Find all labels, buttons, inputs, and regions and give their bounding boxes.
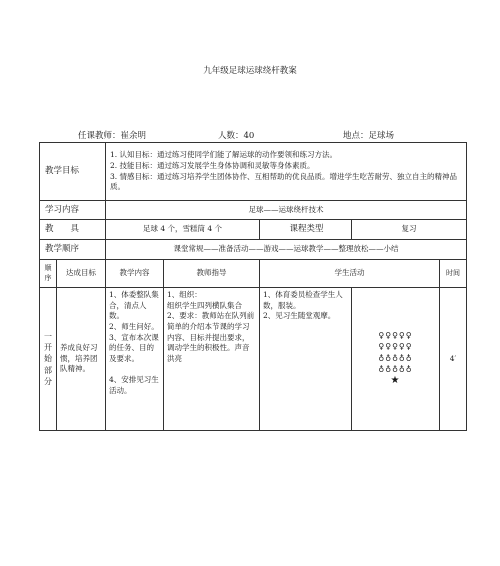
goal-emotion: 3. 情感目标：通过练习培养学生团体协作、互相帮助的优良品质。增进学生吃苦耐劳、独立自主的精神品质。 bbox=[110, 171, 458, 192]
content-label: 学习内容 bbox=[40, 201, 106, 220]
section-start: 一 开 始 部 分 bbox=[40, 288, 57, 431]
col-activity: 学生活动 bbox=[260, 260, 440, 288]
location-info: 地点：足球场 bbox=[343, 131, 395, 141]
equipment-value: 足球 4 个，雪糕筒 4 个 bbox=[106, 220, 260, 240]
formation-row: ♀♀♀♀♀ bbox=[378, 330, 413, 340]
page-title: 九年级足球运球绕杆教案 bbox=[203, 66, 297, 76]
sequence-label: 教学顺序 bbox=[40, 240, 106, 260]
formation-row: ♁♁♁♁♁ bbox=[378, 364, 413, 374]
formation-row: ♁♁♁♁♁ bbox=[378, 353, 413, 362]
sequence-value: 课堂常规——准备活动——游戏——运球教学——整理放松——小结 bbox=[106, 240, 467, 260]
row-content: 1、体委整队集合，清点人数。 2、师生问好。 3、宣布本次课的任务、目的及要求。 4、安排见习生活动。 bbox=[106, 288, 164, 431]
row-guidance: 1、组织： 组织学生四列横队集合 2、要求：教师站在队列前简单的介绍本节课的学习内容、目标并提出要求，调动学生的积极性。声音洪亮 bbox=[164, 288, 260, 431]
lesson-plan-table bbox=[39, 142, 467, 431]
col-guidance: 教师指导 bbox=[164, 260, 260, 288]
content-value: 足球——运球绕杆技术 bbox=[106, 201, 467, 220]
row-target: 养成良好习惯，培养团队精神。 bbox=[57, 288, 106, 431]
formation-diagram bbox=[352, 288, 440, 431]
course-type-value: 复习 bbox=[352, 220, 467, 240]
col-order: 顺序 bbox=[40, 260, 57, 288]
row-time: 4′ bbox=[440, 288, 467, 431]
course-type-label: 课程类型 bbox=[260, 220, 352, 240]
student-count: 人数：40 bbox=[218, 131, 255, 141]
col-target: 达成目标 bbox=[57, 260, 106, 288]
teacher-star-icon: ★ bbox=[390, 375, 401, 387]
formation-row: ♀♀♀♀♀ bbox=[378, 341, 413, 351]
goal-skill: 2. 技能目标：通过练习发展学生身体协调和灵敏等身体素质。 bbox=[110, 160, 315, 170]
row-activity: 1、体育委员检查学生人数，服装。 2、见习生随堂观摩。 bbox=[260, 288, 352, 431]
col-time: 时间 bbox=[440, 260, 467, 288]
goals-label: 教学目标 bbox=[40, 143, 106, 201]
col-content: 教学内容 bbox=[106, 260, 164, 288]
goal-cognitive: 1. 认知目标：通过练习使同学们能了解运球的动作要领和练习方法。 bbox=[110, 150, 338, 160]
table-row bbox=[40, 288, 467, 431]
equipment-label: 教 具 bbox=[40, 220, 106, 240]
teacher-info: 任课教师：崔余明 bbox=[78, 131, 147, 141]
goals-text bbox=[106, 143, 467, 201]
